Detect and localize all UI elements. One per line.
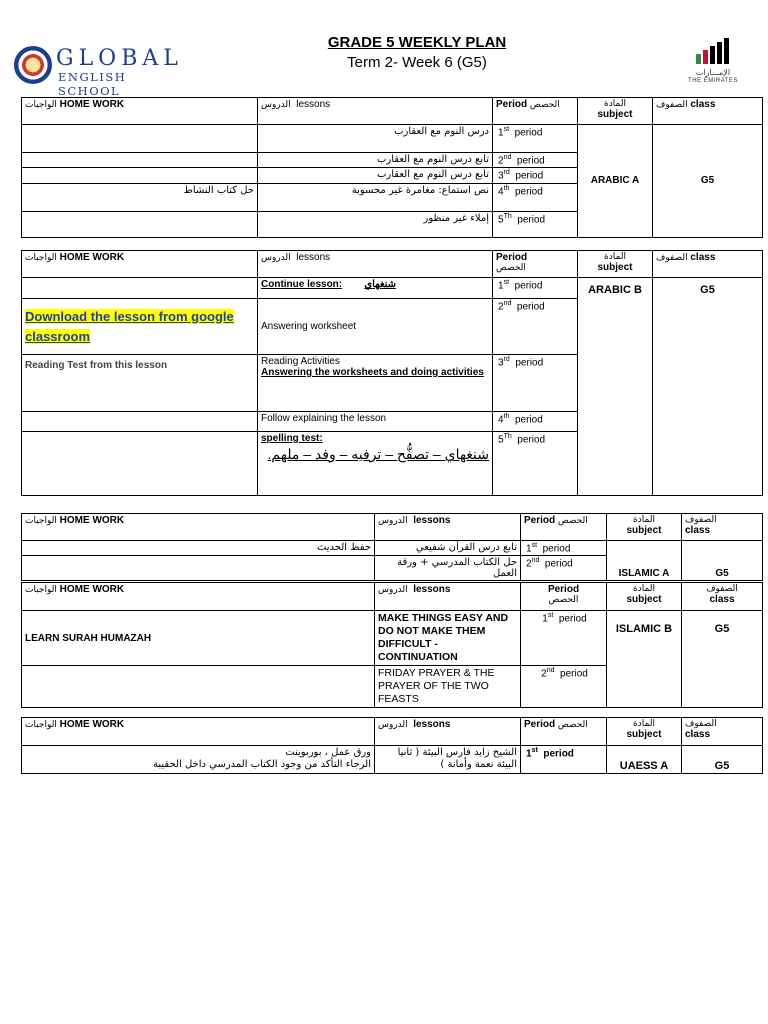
table-header-row (22, 514, 763, 541)
period-header: Period الحصص (521, 514, 607, 541)
subject-header: المادة subject (607, 583, 682, 611)
subject-header: المادة subject (578, 98, 653, 125)
page-subtitle: Term 2- Week 6 (G5) (347, 54, 487, 71)
islamic-a-table (21, 513, 763, 581)
homework-cell (22, 412, 258, 432)
lesson-cell: Reading Activities Answering the worksheets and doing activities (258, 355, 493, 412)
homework-header: الواجبات HOME WORK (22, 718, 375, 746)
class-header: الصفوف class (682, 718, 763, 746)
class-cell: G5 (653, 125, 763, 238)
homework-header: الواجبات HOME WORK (22, 583, 375, 611)
period-cell: 3rd period (493, 355, 578, 412)
subject-header: المادة subject (578, 251, 653, 278)
lesson-cell: MAKE THINGS EASY AND DO NOT MAKE THEM DIFFICULT - CONTINUATION (375, 611, 521, 666)
lessons-header: الدروس lessons (258, 251, 493, 278)
period-cell: 1st period (493, 278, 578, 299)
homework-cell: ورق عمل ، بوربوينت الرجاء التأكد من وجود الكتاب المدرسي داخل الحقيبة (22, 746, 375, 774)
islamic-b-table (21, 582, 763, 708)
homework-cell (22, 299, 258, 355)
homework-cell (22, 278, 258, 299)
table-row (22, 278, 763, 299)
arabic-b-table (21, 250, 763, 496)
subject-cell: ISLAMIC B (607, 611, 682, 708)
class-cell: G5 (682, 611, 763, 708)
lesson-cell: درس النوم مع العقارب (258, 125, 493, 153)
lesson-cell: الشيخ زايد فارس البيئة ( ثانيا البيئة نعمة وأمانة ) (375, 746, 521, 774)
class-header: الصفوف class (682, 514, 763, 541)
period-cell: 2nd period (493, 299, 578, 355)
class-cell: G5 (682, 746, 763, 774)
table-row (22, 541, 763, 556)
lessons-header: الدروس lessons (375, 583, 521, 611)
table-header-row (22, 583, 763, 611)
period-cell: 2nd period (493, 153, 578, 168)
school-subname: ENGLISH SCHOOL (58, 70, 127, 98)
lesson-cell: تابع درس النوم مع العقارب (258, 168, 493, 183)
lesson-cell: تابع درس القرآن شفيعي (375, 541, 521, 556)
homework-header: الواجبات HOME WORK (22, 98, 258, 125)
lesson-cell: إملاء غير منظور (258, 211, 493, 237)
subject-cell: UAESS A (607, 746, 682, 774)
table-header-row (22, 98, 763, 125)
period-header: Period الحصص (521, 583, 607, 611)
class-cell: G5 (653, 278, 763, 496)
homework-cell (22, 666, 375, 708)
emirates-english: THE EMIRATES (688, 78, 738, 84)
download-note: Download the lesson from google classroom (25, 308, 234, 344)
emirates-logo (682, 38, 744, 88)
homework-cell: حل كتاب النشاط (22, 183, 258, 211)
lesson-cell: spelling test: شنغهاي – تصفُّح – ترفيه – وفد – ملهم. (258, 432, 493, 496)
period-cell: 4th period (493, 183, 578, 211)
lessons-header: الدروس lessons (375, 514, 521, 541)
period-header: Period الحصص (493, 251, 578, 278)
emirates-arabic: الإمـــارات (695, 68, 731, 77)
lessons-header: الدروس lessons (375, 718, 521, 746)
class-header: الصفوف class (653, 98, 763, 125)
homework-cell: حفظ الحديث (22, 541, 375, 556)
school-name: GLOBAL (56, 46, 183, 71)
period-cell: 1st period (493, 125, 578, 153)
lesson-cell: Follow explaining the lesson (258, 412, 493, 432)
homework-cell (22, 556, 375, 581)
lesson-cell: نص استماع: مغامرة غير محسوبة (258, 183, 493, 211)
lessons-header: الدروس lessons (258, 98, 493, 125)
period-cell: 1st period (521, 541, 607, 556)
period-cell: 1st period (521, 746, 607, 774)
lesson-cell: FRIDAY PRAYER & THE PRAYER OF THE TWO FEASTS (375, 666, 521, 708)
emirates-bars-icon (694, 38, 734, 66)
table-header-row (22, 718, 763, 746)
table-row (22, 125, 763, 153)
period-cell: 5Th period (493, 432, 578, 496)
subject-cell: ARABIC A (578, 125, 653, 238)
period-cell: 2nd period (521, 556, 607, 581)
class-header: الصفوف class (653, 251, 763, 278)
homework-cell (22, 211, 258, 237)
page-title: GRADE 5 WEEKLY PLAN (327, 34, 507, 51)
subject-cell: ISLAMIC A (607, 541, 682, 581)
lesson-cell: Continue lesson: شنغهاي (258, 278, 493, 299)
subject-cell: ARABIC B (578, 278, 653, 496)
period-cell: 1st period (521, 611, 607, 666)
subject-header: المادة subject (607, 514, 682, 541)
table-row (22, 746, 763, 774)
period-cell: 5Th period (493, 211, 578, 237)
period-cell: 2nd period (521, 666, 607, 708)
class-cell: G5 (682, 541, 763, 581)
uaess-a-table (21, 717, 763, 774)
homework-header: الواجبات HOME WORK (22, 251, 258, 278)
homework-cell (22, 153, 258, 168)
homework-cell (22, 168, 258, 183)
homework-header: الواجبات HOME WORK (22, 514, 375, 541)
table-row (22, 611, 763, 666)
lesson-cell: حل الكتاب المدرسي + ورقة العمل (375, 556, 521, 581)
lesson-cell: Answering worksheet (258, 299, 493, 355)
lesson-cell: تابع درس النوم مع العقارب (258, 153, 493, 168)
class-header: الصفوف class (682, 583, 763, 611)
homework-cell (22, 125, 258, 153)
table-header-row (22, 251, 763, 278)
homework-cell: Reading Test from this lesson (22, 355, 258, 412)
homework-cell (22, 432, 258, 496)
arabic-a-table (21, 97, 763, 238)
period-cell: 3rd period (493, 168, 578, 183)
period-header: Period الحصص (521, 718, 607, 746)
period-cell: 4th period (493, 412, 578, 432)
period-header: Period الحصص (493, 98, 578, 125)
subject-header: المادة subject (607, 718, 682, 746)
homework-cell: LEARN SURAH HUMAZAH (22, 611, 375, 666)
